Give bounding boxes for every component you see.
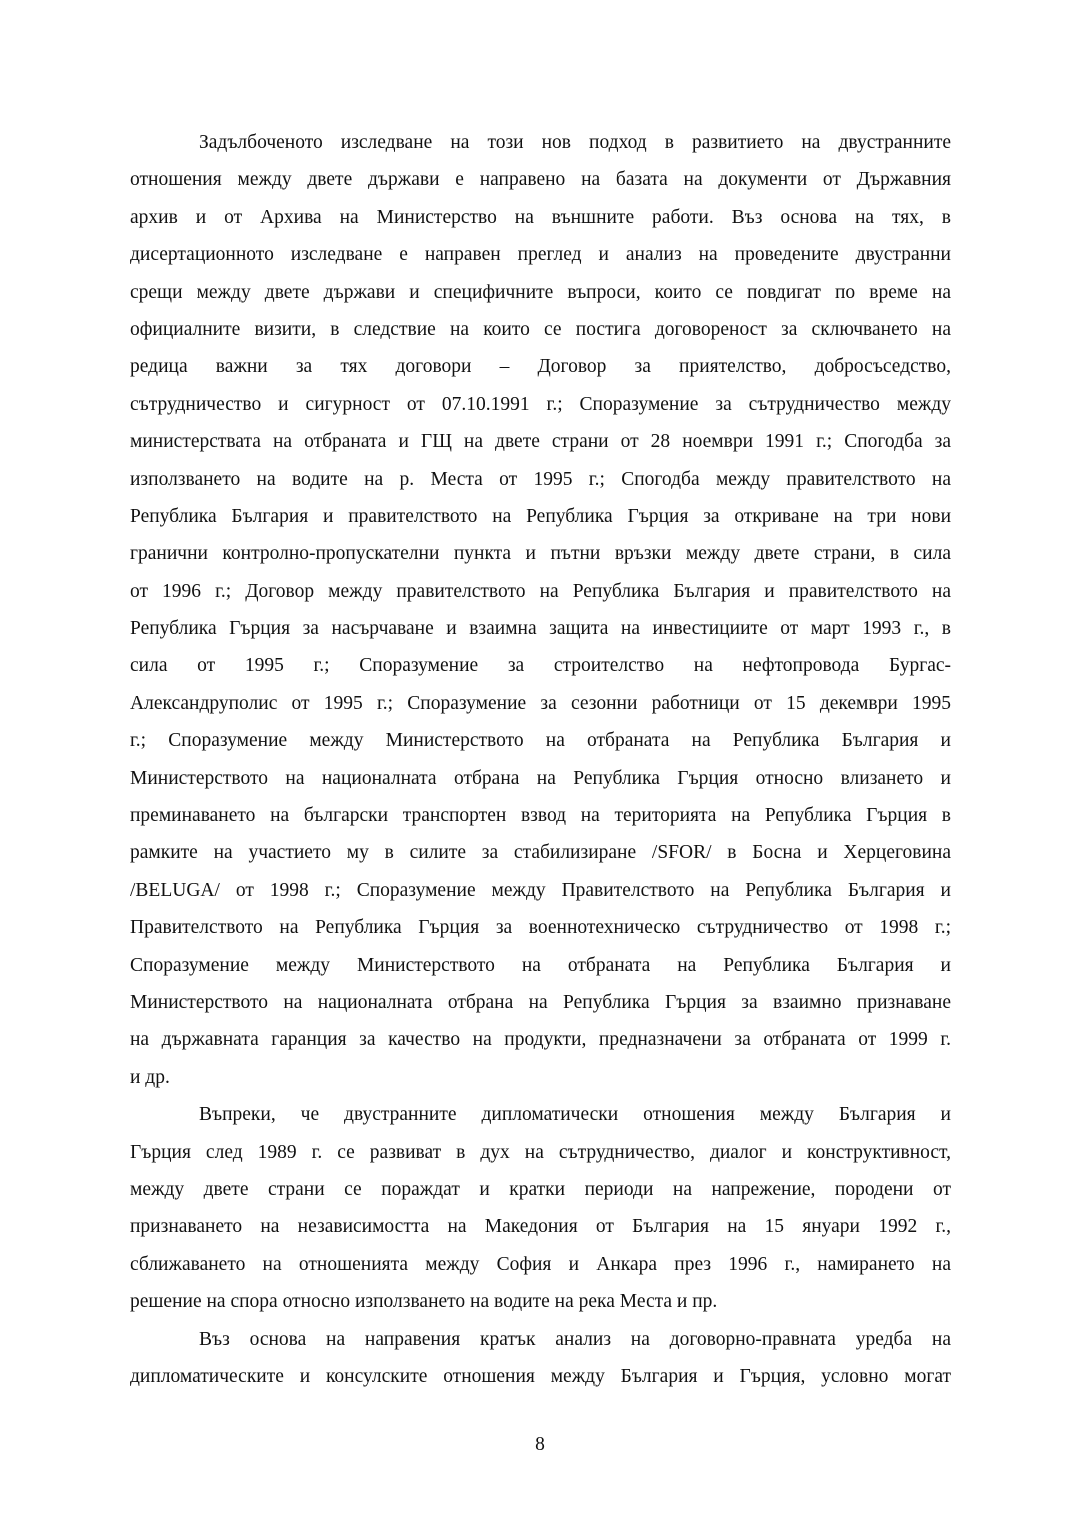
paragraph-line: дисертационното изследване е направен преглед и анализ на проведените двустранни (130, 244, 951, 266)
paragraph-line: Споразумение между Министерството на отбраната на Република България и (130, 954, 951, 976)
paragraph-line: редица важни за тях договори – Договор за приятелство, добросъседство, (130, 356, 951, 378)
paragraph-line: Министерството на националната отбрана на Република Гърция относно влизането и (130, 767, 951, 789)
paragraph-line: Гърция след 1989 г. се развиват в дух на сътрудничество, диалог и конструктивност, (130, 1141, 951, 1163)
body-text (130, 124, 951, 1395)
paragraph-line: между двете страни се пораждат и кратки периоди на напрежение, породени от (130, 1178, 951, 1200)
paragraph-line: Правителството на Република Гърция за военнотехническо сътрудничество от 1998 г.; (130, 917, 951, 939)
paragraph-line: признаването на независимостта на Македония от България на 15 януари 1992 г., (130, 1216, 951, 1238)
paragraph-line: Александруполис от 1995 г.; Споразумение за сезонни работници от 15 декември 1995 (130, 692, 951, 714)
page-number: 8 (535, 1434, 545, 1455)
paragraph-1 (130, 124, 951, 1096)
paragraph-line: министерствата на отбраната и ГЩ на двете страни от 28 ноември 1991 г.; Спогодба за (130, 431, 951, 453)
paragraph-line: използването на водите на р. Места от 1995 г.; Спогодба между правителството на (130, 468, 951, 490)
paragraph-line: сближаването на отношенията между София и Анкара през 1996 г., намирането на (130, 1253, 951, 1275)
paragraph-line: г.; Споразумение между Министерството на отбраната на Република България и (130, 730, 951, 752)
paragraph-line: от 1996 г.; Договор между правителството на Република България и правителството на (130, 580, 951, 602)
paragraph-line: решение на спора относно използването на водите на река Места и пр. (130, 1291, 718, 1313)
paragraph-line: официалните визити, в следствие на които се постига договореност за сключването на (130, 318, 951, 340)
paragraph-3 (130, 1321, 951, 1396)
paragraph-line: Задълбоченото изследване на този нов подход в развитието на двустранните (199, 132, 951, 153)
paragraph-line: срещи между двете държави и специфичните въпроси, които се повдигат по време на (130, 281, 951, 303)
paragraph-line: преминаването на български транспортен взвод на територията на Република Гърция в (130, 805, 951, 827)
paragraph-line: Въз основа на направения кратък анализ на договорно-правната уредба на (199, 1328, 951, 1350)
paragraph-line: дипломатическите и консулските отношения между България и Гърция, условно могат (130, 1365, 951, 1387)
paragraph-line: Република България и правителството на Република Гърция за откриване на три нови (130, 505, 951, 527)
paragraph-line: Министерството на националната отбрана на Република Гърция за взаимно признаване (130, 991, 951, 1013)
paragraph-line: Република Гърция за насърчаване и взаимна защита на инвестициите от март 1993 г., в (130, 618, 951, 640)
paragraph-line: гранични контролно-пропускателни пункта и пътни връзки между двете страни, в сила (130, 543, 951, 565)
paragraph-line: сила от 1995 г.; Споразумение за строителство на нефтопровода Бургас- (130, 655, 951, 677)
paragraph-line: сътрудничество и сигурност от 07.10.1991 г.; Споразумение за сътрудничество между (130, 393, 951, 415)
paragraph-line: /BELUGA/ от 1998 г.; Споразумение между Правителството на Република България и (130, 879, 951, 901)
paragraph-line: на държавната гаранция за качество на продукти, предназначени за отбраната от 1999 г. (130, 1029, 951, 1051)
paragraph-2 (130, 1096, 951, 1320)
paragraph-line: и др. (130, 1066, 170, 1088)
paragraph-line: отношения между двете държави е направено на базата на документи от Държавния (130, 169, 951, 191)
paragraph-line: рамките на участието му в силите за стабилизиране /SFOR/ в Босна и Херцеговина (130, 842, 951, 864)
paragraph-line: Въпреки, че двустранните дипломатически отношения между България и (199, 1104, 951, 1126)
paragraph-line: архив и от Архива на Министерство на външните работи. Въз основа на тях, в (130, 206, 951, 228)
